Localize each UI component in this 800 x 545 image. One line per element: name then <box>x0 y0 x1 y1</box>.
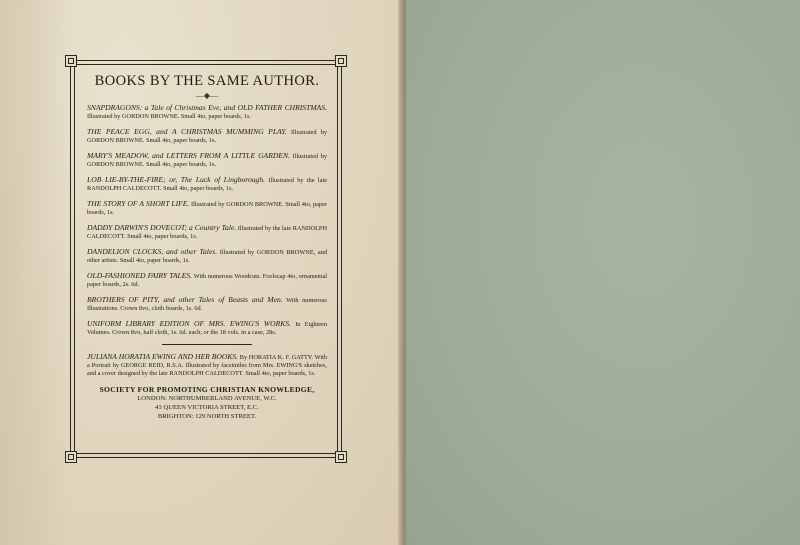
corner-ornament <box>65 451 77 463</box>
publisher-address-london: LONDON: NORTHUMBERLAND AVENUE, W.C. <box>137 395 277 402</box>
book-details: Illustrated by GORDON BROWNE. Small 4to, paper boards, 1s. <box>87 201 327 216</box>
biography-title: JULIANA HORATIA EWING AND HER BOOKS. <box>87 352 239 361</box>
ornament-divider: —◆— <box>195 91 219 100</box>
book-entry <box>87 248 327 265</box>
book-entry <box>87 224 327 241</box>
section-divider <box>162 344 252 345</box>
book-entry <box>87 296 327 313</box>
publisher-address-brighton: BRIGHTON: 129 NORTH STREET. <box>157 413 257 420</box>
book-title: UNIFORM LIBRARY EDITION OF MRS. EWING'S WORKS. <box>87 319 291 328</box>
corner-ornament <box>335 55 347 67</box>
book-entry <box>87 128 327 145</box>
book-details: With numerous Illustrations. Crown 8vo, cloth boards, 1s. 6d. <box>87 297 327 312</box>
book-entry <box>87 104 327 121</box>
book-title: SNAPDRAGONS: a Tale of Christmas Eve, and OLD FATHER CHRISTMAS. <box>87 103 327 112</box>
book-details: Illustrated by GORDON BROWNE. Small 4to, paper boards, 1s. <box>87 113 252 120</box>
book-title: MARY'S MEADOW, and LETTERS FROM A LITTLE GARDEN. <box>87 151 290 160</box>
book-details: Illustrated by GORDON BROWNE. Small 4to, paper boards, 1s. <box>87 129 327 144</box>
publisher-address-queen-victoria: 43 QUEEN VICTORIA STREET, E.C. <box>155 404 259 411</box>
corner-ornament <box>335 451 347 463</box>
biography-details: By HORATIA K. F. GATTY. With a Portrait by GEORGE REID, R.S.A. Illustrated by facsimiles from Mrs. EWING'S sketches, and a cover designed by the late RANDOLPH CALDECOTT. Small 4to, paper boards, 1s. <box>87 354 327 377</box>
page-heading: BOOKS BY THE SAME AUTHOR. <box>94 73 320 89</box>
book-details: In Eighteen Volumes. Crown 8vo, half cloth, 1s. 6d. each; or the 18 vols. in a case, 28s. <box>87 321 327 336</box>
book-entry <box>87 176 327 193</box>
book-entry <box>87 272 327 289</box>
book-entry <box>87 152 327 169</box>
advert-content <box>87 73 327 421</box>
book-entry <box>87 320 327 337</box>
book-title: OLD-FASHIONED FAIRY TALES. <box>87 271 193 280</box>
right-endpaper <box>406 0 800 545</box>
book-title: DANDELION CLOCKS, and other Tales. <box>87 247 218 256</box>
advert-frame <box>70 60 342 458</box>
book-details: Illustrated by the late RANDOLPH CALDECOTT. Small 4to, paper boards, 1s. <box>87 225 327 240</box>
book-title: LOB LIE-BY-THE-FIRE; or, The Luck of Lingborough. <box>87 175 266 184</box>
book-details: With numerous Woodcuts. Foolscap 4to, ornamental paper boards, 2s. 6d. <box>87 273 327 288</box>
book-details: Illustrated by the late RANDOLPH CALDECOTT. Small 4to, paper boards, 1s. <box>87 177 327 192</box>
book-title: THE STORY OF A SHORT LIFE. <box>87 199 190 208</box>
book-details: Illustrated by GORDON BROWNE. Small 4to, paper boards, 1s. <box>87 153 327 168</box>
book-title: BROTHERS OF PITY, and other Tales of Beasts and Men. <box>87 295 283 304</box>
book-title: DADDY DARWIN'S DOVECOT; a Country Tale. <box>87 223 237 232</box>
book-entry <box>87 200 327 217</box>
book-title: THE PEACE EGG, and A CHRISTMAS MUMMING PLAY. <box>87 127 287 136</box>
publisher-name: SOCIETY FOR PROMOTING CHRISTIAN KNOWLEDGE, <box>99 385 315 394</box>
biography-entry <box>87 353 327 378</box>
book-details: Illustrated by GORDON BROWNE, and other artists. Small 4to, paper boards, 1s. <box>87 249 327 264</box>
corner-ornament <box>65 55 77 67</box>
